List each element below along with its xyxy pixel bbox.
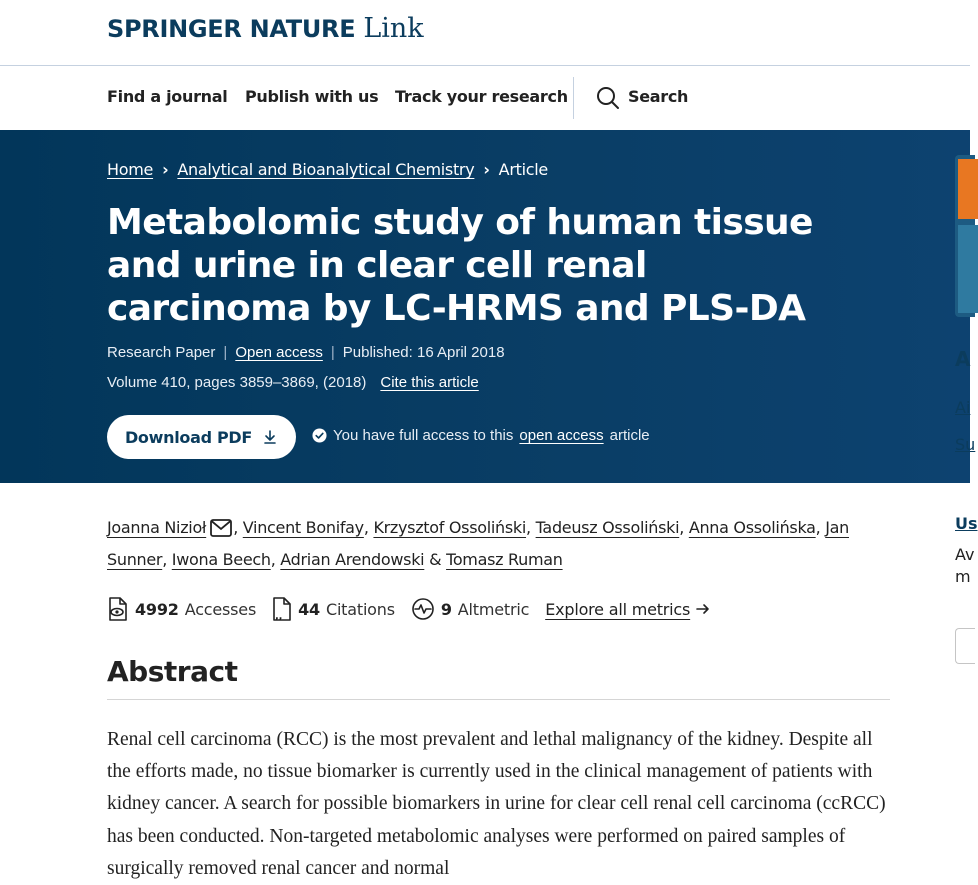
author-link[interactable]: Krzysztof Ossoliński bbox=[373, 518, 527, 537]
springer-nature-link-logo[interactable] bbox=[107, 13, 424, 44]
nav-track-research[interactable]: Track your research bbox=[395, 87, 568, 106]
brand-header bbox=[0, 0, 970, 66]
explore-metrics-link[interactable] bbox=[545, 600, 710, 619]
volume-info: Volume 410, pages 3859–3869, (2018) bbox=[107, 374, 367, 391]
altmetric-label: Altmetric bbox=[457, 599, 530, 619]
breadcrumb bbox=[107, 160, 548, 179]
metric-accesses bbox=[107, 597, 256, 621]
article-type: Research Paper bbox=[107, 344, 216, 361]
nav-publish-with-us[interactable]: Publish with us bbox=[245, 87, 379, 106]
logo-brand: SPRINGER NATURE bbox=[107, 15, 356, 43]
check-circle-icon bbox=[312, 428, 327, 443]
author-link[interactable]: Vincent Bonifay bbox=[242, 518, 364, 537]
author-link[interactable]: Tomasz Ruman bbox=[446, 550, 563, 569]
author-link[interactable]: Tadeusz Ossoliński bbox=[535, 518, 680, 537]
article-meta bbox=[107, 344, 505, 361]
email-icon[interactable] bbox=[210, 519, 232, 537]
meta-divider: | bbox=[330, 344, 335, 361]
citations-label: Citations bbox=[325, 599, 395, 619]
main-nav bbox=[0, 67, 970, 130]
article-volume-row bbox=[107, 374, 479, 391]
sidebar-input-edge[interactable] bbox=[955, 628, 975, 664]
search-icon[interactable] bbox=[596, 86, 620, 110]
altmetric-icon bbox=[411, 597, 435, 621]
breadcrumb-journal[interactable]: Analytical and Bioanalytical Chemistry bbox=[177, 160, 475, 179]
sidebar-text-1: Av bbox=[955, 545, 975, 564]
sidebar-link-2[interactable]: Su bbox=[955, 435, 976, 454]
nav-find-journal[interactable]: Find a journal bbox=[107, 87, 228, 106]
explore-metrics-label: Explore all metrics bbox=[545, 599, 691, 619]
breadcrumb-current: Article bbox=[498, 160, 548, 179]
access-open-access-link[interactable]: open access bbox=[519, 427, 604, 444]
journal-cover-thumbnail[interactable] bbox=[955, 155, 975, 317]
download-icon bbox=[262, 429, 278, 445]
author-list: Joanna Nizioł , Vincent Bonifay, Krzysztof Ossoliński, Tadeusz Ossoliński, Anna Ossolińska, Jan Sunner, Iwona Beech, Adrian Arendowski & Tomasz Ruman bbox=[107, 518, 849, 569]
sidebar-text-2: m bbox=[955, 567, 971, 586]
abstract-divider bbox=[107, 699, 890, 700]
cite-article-link[interactable]: Cite this article bbox=[380, 374, 479, 391]
metric-citations bbox=[272, 597, 395, 621]
published-date: Published: 16 April 2018 bbox=[342, 344, 505, 361]
nav-search[interactable]: Search bbox=[628, 87, 689, 106]
accesses-count: 4992 bbox=[135, 599, 179, 619]
author-link[interactable]: Jan Sunner bbox=[107, 518, 849, 569]
sidebar-link-1[interactable]: Ai bbox=[955, 398, 971, 417]
access-prefix: You have full access to this bbox=[333, 427, 514, 444]
altmetric-score: 9 bbox=[440, 599, 452, 619]
author-link[interactable]: Joanna Nizioł bbox=[107, 518, 207, 537]
metric-altmetric bbox=[411, 597, 529, 621]
meta-divider: | bbox=[223, 344, 228, 361]
cover-accent bbox=[958, 159, 978, 219]
abstract-heading: Abstract bbox=[107, 655, 238, 688]
arrow-right-icon bbox=[696, 603, 710, 615]
metrics-bar bbox=[107, 596, 710, 622]
chevron-right-icon: › bbox=[162, 160, 169, 179]
access-suffix: article bbox=[609, 427, 650, 444]
abstract-text: Renal cell carcinoma (RCC) is the most prevalent and lethal malignancy of the kidney. Despite all the efforts made, no tissue biomarker is currently used in the clinical management of patients with kidney cancer. A search for possible biomarkers in urine for clear cell renal cell carcinoma (ccRCC) has been conducted. Non-targeted metabolomic analyses were performed on paired samples of surgically removed renal cancer and normal bbox=[107, 729, 886, 879]
article-title: Metabolomic study of human tissue and urine in clear cell renal carcinoma by LC-HRMS and PLS-DA bbox=[107, 202, 813, 329]
accesses-icon bbox=[107, 597, 129, 621]
cover-image bbox=[958, 225, 978, 313]
access-note bbox=[312, 427, 650, 444]
accesses-label: Accesses bbox=[184, 599, 257, 619]
author-link[interactable]: Iwona Beech bbox=[171, 550, 271, 569]
open-access-link[interactable]: Open access bbox=[235, 344, 323, 361]
download-pdf-label: Download PDF bbox=[124, 427, 253, 447]
article-hero bbox=[0, 130, 970, 483]
download-pdf-button[interactable] bbox=[107, 415, 296, 459]
logo-product: Link bbox=[363, 13, 424, 44]
citations-count: 44 bbox=[298, 599, 320, 619]
sidebar-link-3[interactable]: Us bbox=[955, 514, 978, 533]
breadcrumb-home[interactable]: Home bbox=[107, 160, 154, 179]
author-link[interactable]: Adrian Arendowski bbox=[280, 550, 425, 569]
sidebar-heading: A bbox=[955, 347, 971, 371]
author-link[interactable]: Anna Ossolińska bbox=[688, 518, 816, 537]
svg-text:,,: ,, bbox=[275, 611, 283, 622]
chevron-right-icon: › bbox=[483, 160, 490, 179]
citations-icon bbox=[272, 597, 292, 621]
nav-divider bbox=[573, 77, 574, 119]
